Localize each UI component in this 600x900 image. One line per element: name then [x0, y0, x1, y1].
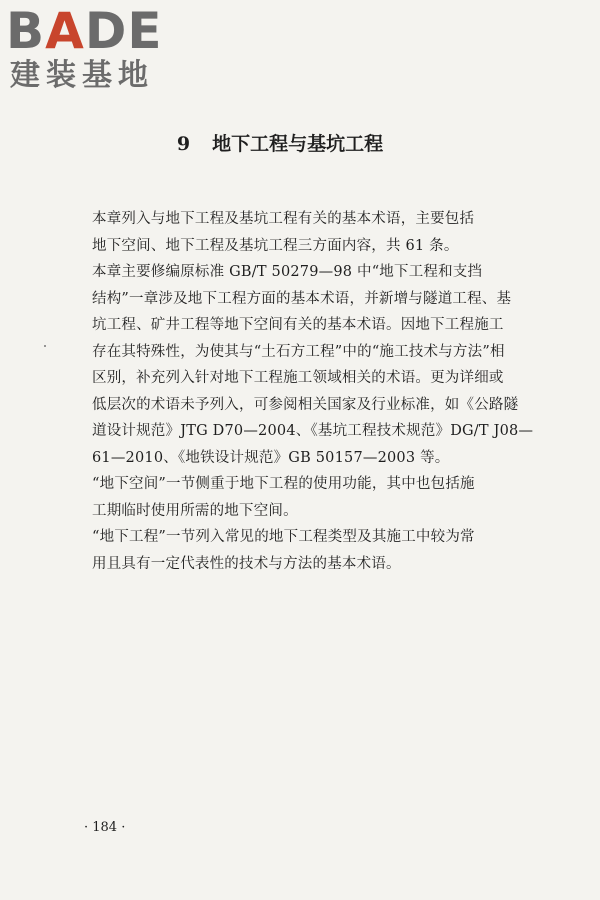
paragraph-line: 存在其特殊性，为使其与“土石方工程”中的“施工技术与方法”相 [92, 343, 505, 360]
paragraph-line: 61—2010、《地铁设计规范》GB 50157—2003 等。 [92, 449, 450, 466]
chapter-title: 地下工程与基坑工程 [212, 133, 384, 155]
paragraph-line: “地下工程”一节列入常见的地下工程类型及其施工中较为常 [92, 529, 475, 545]
paragraph-line: 区别，补充列入针对地下工程施工领域相关的术语。更为详细或 [92, 370, 504, 386]
paragraph-line: 本章主要修编原标准 GB/T 50279—98 中“地下工程和支挡 [92, 264, 483, 280]
paragraph-line: 结构”一章涉及地下工程方面的基本术语，并新增与隧道工程、基 [92, 290, 512, 307]
logo-wordmark [6, 4, 163, 58]
chapter-number: 9 [176, 133, 191, 155]
paragraph-revision [92, 259, 534, 471]
chapter-heading [0, 130, 560, 158]
paragraph-line: 坑工程、矿井工程等地下空间有关的基本术语。因地下工程施工 [92, 317, 504, 333]
paragraph-underground-space [92, 471, 520, 524]
page-number: · 184 · [84, 820, 126, 835]
paragraph-line: 本章列入与地下工程及基坑工程有关的基本术语，主要包括 [92, 211, 475, 227]
logo-letters-de: DE [84, 2, 163, 60]
paragraph-line: “地下空间”一节侧重于地下工程的使用功能，其中也包括施 [92, 476, 475, 492]
logo-subtitle: 建装基地 [10, 58, 154, 93]
paragraph-line: 低层次的术语未予列入，可参阅相关国家及行业标准，如《公路隧 [92, 396, 519, 413]
paragraph-line: 工期临时使用所需的地下空间。 [92, 502, 298, 519]
logo-letter-a: A [45, 2, 85, 60]
paragraph-line: 道设计规范》JTG D70—2004、《基坑工程技术规范》DG/T J08— [92, 423, 534, 439]
paragraph-scope [92, 206, 520, 259]
chapter-intro-body [92, 206, 534, 577]
paragraph-line: 用且具有一定代表性的技术与方法的基本术语。 [92, 555, 401, 572]
logo-letter-b: B [6, 2, 46, 60]
paragraph-line: 地下空间、地下工程及基坑工程三方面内容，共 61 条。 [92, 237, 459, 254]
bade-logo [6, 4, 186, 100]
scan-speck [44, 345, 46, 347]
paragraph-underground-engineering [92, 524, 520, 577]
